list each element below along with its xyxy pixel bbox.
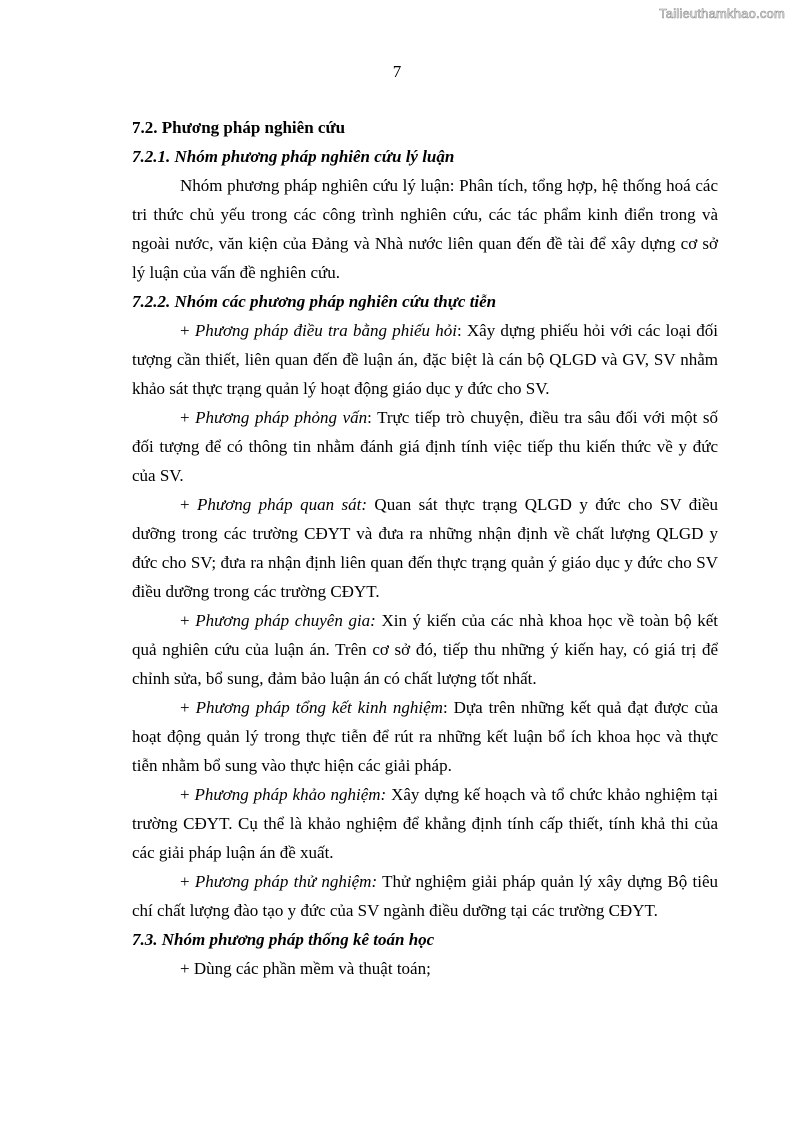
method-term: Phương pháp khảo nghiệm: [194,785,387,804]
subsection-heading-1: 7.2.1. Nhóm phương pháp nghiên cứu lý luận [132,147,455,166]
paragraph: + Dùng các phần mềm và thuật toán; [180,959,431,978]
item-prefix: + [180,321,195,340]
method-item [132,490,718,606]
method-item [132,606,718,693]
item-prefix: + [180,611,196,630]
method-item [132,693,718,780]
method-term: Phương pháp thử nghiệm: [194,872,378,891]
method-text: Xây dựng kế hoạch và tổ chức khảo nghiệm tại trường CĐYT. Cụ thể là khảo nghiệm để khẳng định tính cấp thiết, tính khả thi của các giải pháp luận án đề xuất. [132,785,719,862]
item-prefix: + [180,698,196,717]
method-text: : Dựa trên những kết quả đạt được của hoạt động quản lý trong thực tiễn để rút ra những kết luận bổ ích khoa học và thực tiễn nhằm bổ sung vào thực hiện các giải pháp. [132,698,718,775]
method-text: : Trực tiếp trò chuyện, điều tra sâu đối với một số đối tượng để có thông tin nhằm đánh giá định tính việc tiếp thu kiến thức về y đức của SV. [132,408,718,485]
method-term: Phương pháp tổng kết kinh nghiệm [195,698,443,717]
item-prefix: + [180,495,198,514]
method-text: Thử nghiệm giải pháp quản lý xây dựng Bộ tiêu chí chất lượng đào tạo y đức của SV ngành điều dưỡng tại các trường CĐYT. [132,872,718,920]
watermark: Tailieuthamkhao.com [659,6,785,21]
item-prefix: + [180,785,195,804]
paragraph: Nhóm phương pháp nghiên cứu lý luận: Phân tích, tổng hợp, hệ thống hoá các tri thức chủ yếu trong các công trình nghiên cứu, các tác phẩm kinh điển trong và ngoài nước, văn kiện của Đảng và Nhà nước liên quan đến đề tài để xây dựng cơ sở lý luận của vấn đề nghiên cứu. [132,176,718,282]
item-prefix: + [180,408,196,427]
method-list [132,316,718,925]
item-prefix: + [180,872,195,891]
method-text: : Xây dựng phiếu hỏi với các loại đối tượng cần thiết, liên quan đến đề luận án, đặc biệt là cán bộ QLGD và GV, SV nhằm khảo sát thực trạng quản lý hoạt động giáo dục y đức cho SV. [132,321,719,398]
method-item [132,780,718,867]
document-body [132,113,718,983]
method-term: Phương pháp chuyên gia: [195,611,376,630]
method-text: Xin ý kiến của các nhà khoa học về toàn bộ kết quả nghiên cứu của luận án. Trên cơ sở đó, tiếp thu những ý kiến hay, có giá trị để chỉnh sửa, bổ sung, đảm bảo luận án có chất lượng tốt nhất. [132,611,719,688]
method-item [132,316,718,403]
subsection-heading-3: 7.3. Nhóm phương pháp thống kê toán học [132,930,435,949]
section-heading: 7.2. Phương pháp nghiên cứu [132,118,346,137]
method-term: Phương pháp điều tra bằng phiếu hỏi [194,321,457,340]
method-term: Phương pháp phỏng vấn [195,408,368,427]
method-text: Quan sát thực trạng QLGD y đức cho SV điều dưỡng trong các trường CĐYT và đưa ra những nhận định về chất lượng QLGD y đức cho SV; đưa ra nhận định liên quan đến thực trạng quản ý giáo dục y đức cho SV điều dưỡng trong các trường CĐYT. [132,495,718,601]
method-term: Phương pháp quan sát: [197,495,367,514]
method-item [132,867,718,925]
subsection-heading-2: 7.2.2. Nhóm các phương pháp nghiên cứu thực tiễn [132,292,497,311]
page-number: 7 [392,62,402,81]
method-item [132,403,718,490]
